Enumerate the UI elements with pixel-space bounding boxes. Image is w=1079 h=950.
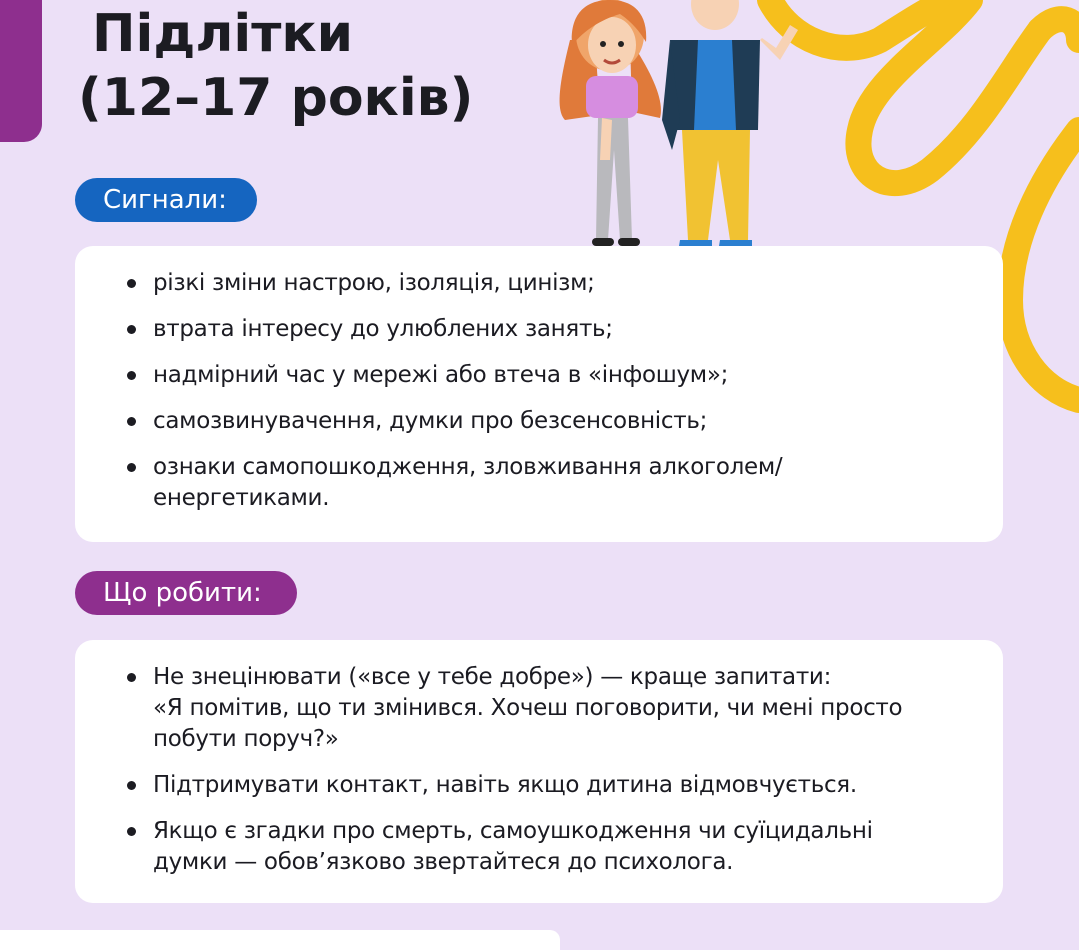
todo-item-text: побути поруч?»: [153, 726, 339, 752]
signals-label-badge: Сигнали:: [75, 178, 257, 222]
todo-item-text: Підтримувати контакт, навіть якщо дитина відмовчується.: [153, 772, 857, 798]
page-title-line-2: (12–17 років): [78, 68, 474, 128]
girl-figure-icon: [560, 0, 661, 246]
signals-list: [127, 268, 963, 514]
todo-list: [127, 662, 963, 878]
boy-figure-icon: [662, 0, 798, 252]
todo-card: [75, 640, 1003, 903]
page-title: [78, 2, 473, 130]
signals-list-item: [127, 268, 963, 299]
signals-list-item: [127, 406, 963, 437]
signals-item-text: надмірний час у мережі або втеча в «інфошум»;: [153, 362, 729, 388]
todo-item-text: Якщо є згадки про смерть, самоушкодження чи суїцидальні: [153, 818, 873, 844]
page-title-line-1: Підлітки: [92, 4, 354, 64]
signals-item-text: енергетиками.: [153, 485, 330, 511]
todo-list-item: [127, 662, 963, 755]
todo-label-badge: Що робити:: [75, 571, 297, 615]
todo-item-text: «Я помітив, що ти змінився. Хочеш поговорити, чи мені просто: [153, 695, 903, 721]
signals-item-text: самозвинувачення, думки про безсенсовність;: [153, 408, 708, 434]
signals-item-text: різкі зміни настрою, ізоляція, цинізм;: [153, 270, 595, 296]
signals-list-item: [127, 314, 963, 345]
side-accent-tab: [0, 0, 42, 142]
signals-card: [75, 246, 1003, 542]
todo-item-text: Не знецінювати («все у тебе добре») — краще запитати:: [153, 664, 832, 690]
signals-list-item: [127, 360, 963, 391]
todo-item-text: думки — обов’язково звертайтеся до психолога.: [153, 849, 734, 875]
signals-list-item: [127, 452, 963, 514]
todo-list-item: [127, 816, 963, 878]
signals-item-text: ознаки самопошкодження, зловживання алкоголем/: [153, 454, 783, 480]
next-section-edge: [0, 930, 560, 950]
signals-item-text: втрата інтересу до улюблених занять;: [153, 316, 613, 342]
todo-list-item: [127, 770, 963, 801]
